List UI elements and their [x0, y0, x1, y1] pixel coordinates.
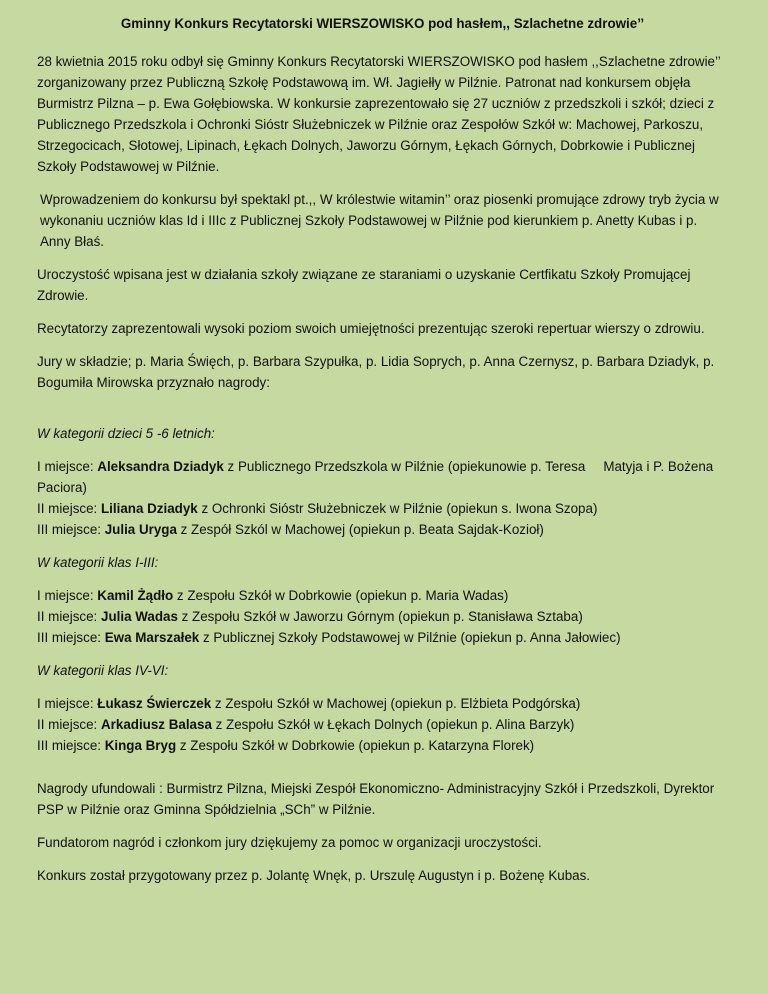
winner-row	[37, 606, 728, 627]
place-label: II miejsce:	[37, 609, 101, 624]
document-title: Gminny Konkurs Recytatorski WIERSZOWISKO pod hasłem,, Szlachetne zdrowie’’	[120, 16, 645, 31]
winner-row	[37, 735, 728, 756]
winner-name: Julia Uryga	[104, 522, 177, 537]
winner-row	[37, 714, 728, 735]
winner-details-tail: Matyja i P. Bożena Paciora)	[37, 459, 714, 495]
jury-paragraph: Jury w składzie; p. Maria Święch, p. Barbara Szypułka, p. Lidia Soprych, p. Anna Czernysz, p. Barbara Dziadyk, p. Bogumiła Mirowska przyznało nagrody:	[37, 354, 715, 390]
place-label: III miejsce:	[37, 738, 105, 753]
winner-name: Aleksandra Dziadyk	[97, 459, 224, 474]
place-label: I miejsce:	[37, 459, 98, 474]
winner-details: z Publicznego Przedszkola w Pilźnie (opiekunowie p. Teresa	[223, 459, 586, 474]
place-label: III miejsce:	[37, 522, 105, 537]
winner-details: z Zespół Szkól w Machowej (opiekun p. Beata Sajdak-Kozioł)	[176, 522, 544, 537]
place-label: I miejsce:	[37, 696, 98, 711]
winner-row	[37, 519, 728, 540]
winner-row	[37, 627, 728, 648]
winner-details: z Zespołu Szkół w Dobrkowie (opiekun p. Katarzyna Florek)	[176, 738, 535, 753]
category-heading-5-6: W kategorii dzieci 5 -6 letnich:	[37, 426, 215, 441]
performance-paragraph: Wprowadzeniem do konkursu był spektakl pt.,, W królestwie witamin’’ oraz piosenki promujące zdrowy tryb życia w wykonaniu uczniów klas Id i IIIc z Publicznej Szkoły Podstawowej w Pilźnie pod kierunkiem p. Anetty Kubas i p. Anny Błaś.	[40, 192, 719, 249]
reciters-paragraph: Recytatorzy zaprezentowali wysoki poziom swoich umiejętności prezentując szeroki repertuar wierszy o zdrowiu.	[37, 321, 705, 336]
winner-name: Kamil Żądło	[97, 588, 174, 603]
winner-name: Arkadiusz Balasa	[101, 717, 212, 732]
thanks-paragraph: Fundatorom nagród i członkom jury dziękujemy za pomoc w organizacji uroczystości.	[37, 835, 542, 850]
category-heading-1-3: W kategorii klas I-III:	[37, 555, 159, 570]
category-list-4-6	[37, 693, 728, 756]
winner-details: z Ochronki Sióstr Służebniczek w Pilźnie (opiekun s. Iwona Szopa)	[197, 501, 598, 516]
place-label: II miejsce:	[37, 717, 101, 732]
winner-row	[37, 693, 728, 714]
winner-row	[37, 498, 728, 519]
winner-details: z Zespołu Szkół w Łękach Dolnych (opiekun p. Alina Barzyk)	[211, 717, 575, 732]
winner-row	[37, 456, 728, 498]
place-label: III miejsce:	[37, 630, 105, 645]
category-list-1-3	[37, 585, 728, 648]
winner-name: Ewa Marszałek	[104, 630, 200, 645]
winner-name: Kinga Bryg	[104, 738, 177, 753]
place-label: I miejsce:	[37, 588, 98, 603]
winner-details: z Zespołu Szkół w Jaworzu Górnym (opiekun p. Stanisława Sztaba)	[177, 609, 583, 624]
winner-name: Julia Wadas	[101, 609, 178, 624]
winner-name: Liliana Dziadyk	[101, 501, 198, 516]
winner-details: z Publicznej Szkoły Podstawowej w Pilźnie (opiekun p. Anna Jałowiec)	[199, 630, 621, 645]
organizers-paragraph: Konkurs został przygotowany przez p. Jolantę Wnęk, p. Urszulę Augustyn i p. Bożenę Kubas.	[37, 868, 591, 883]
intro-paragraph: 28 kwietnia 2015 roku odbył się Gminny Konkurs Recytatorski WIERSZOWISKO pod hasłem ,,Szlachetne zdrowie’’ zorganizowany przez Publiczną Szkołę Podstawową im. Wł. Jagiełły w Pilźnie. Patronat nad konkursem objęła Burmistrz Pilzna – p. Ewa Gołębiowska. W konkursie zaprezentowało się 27 uczniów z przedszkoli i szkół; dzieci z Publicznego Przedszkola i Ochronki Sióstr Służebniczek w Pilźnie oraz Zespołów Szkół w: Machowej, Parkoszu, Strzegocicach, Słotowej, Lipinach, Łękach Dolnych, Jaworzu Górnym, Łękach Górnych, Dobrkowie i Publicznej Szkoły Podstawowej w Pilźnie.	[37, 54, 721, 174]
category-list-5-6	[37, 456, 728, 540]
sponsors-paragraph: Nagrody ufundowali : Burmistrz Pilzna, Miejski Zespół Ekonomiczno- Administracyjny Szkół i Przedszkoli, Dyrektor PSP w Pilźnie oraz Gminna Spółdzielnia „SCh” w Pilźnie.	[37, 781, 715, 817]
winner-details: z Zespołu Szkół w Machowej (opiekun p. Elżbieta Podgórska)	[211, 696, 581, 711]
certificate-paragraph: Uroczystość wpisana jest w działania szkoły związane ze staraniami o uzyskanie Certfikatu Szkoły Promującej Zdrowie.	[37, 267, 691, 303]
winner-details: z Zespołu Szkół w Dobrkowie (opiekun p. Maria Wadas)	[173, 588, 509, 603]
category-heading-4-6: W kategorii klas IV-VI:	[37, 663, 169, 678]
winner-row	[37, 585, 728, 606]
winner-name: Łukasz Świerczek	[97, 696, 212, 711]
place-label: II miejsce:	[37, 501, 101, 516]
